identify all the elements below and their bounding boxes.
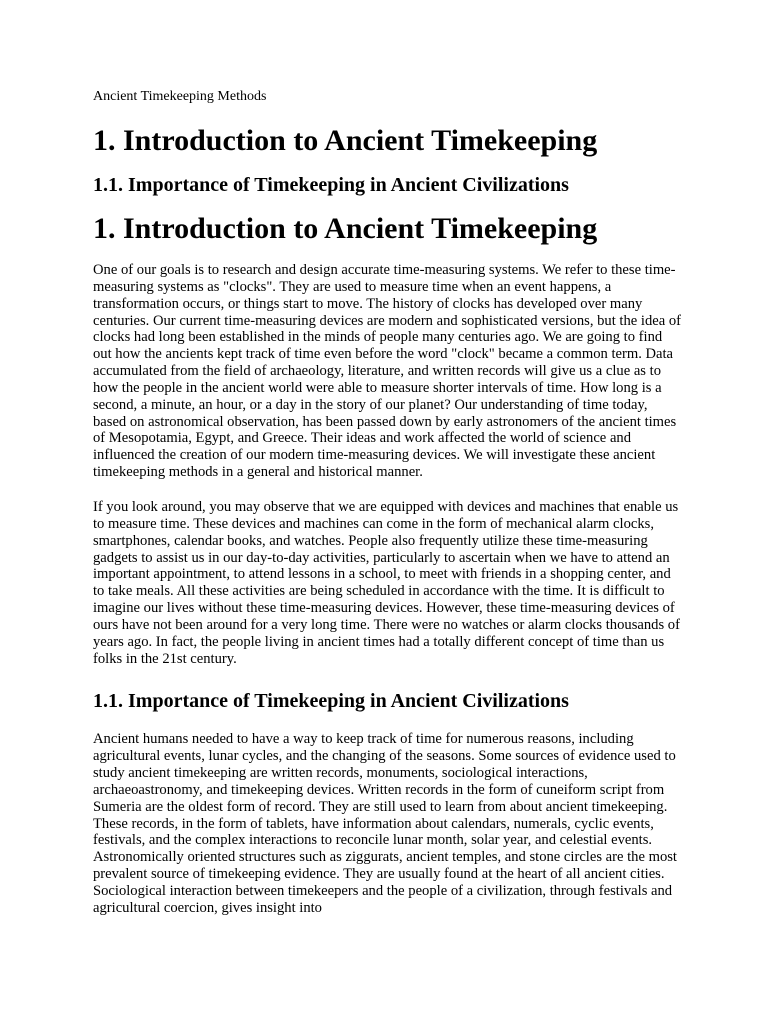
body-paragraph: One of our goals is to research and design accurate time-measuring systems. We refer to these time-measuring systems as "clocks". They are used to measure time when an event happens, a transformation occurs, or things start to move. The history of clocks has developed over many centuries. Our current time-measuring devices are modern and sophisticated versions, but the idea of clocks had long been established in the minds of people many centuries ago. We are going to find out how the ancients kept track of time even before the word "clock" became a common term. Data accumulated from the field of archaeology, literature, and written records will give us a clue as to how the people in the ancient world were able to measure shorter intervals of time. How long is a second, a minute, an hour, or a day in the story of our planet? Our understanding of time today, based on astronomical observation, has been passed down by early astronomers of the ancient times of Mesopotamia, Egypt, and Greece. Their ideas and work affected the world of science and influenced the creation of our modern time-measuring devices. We will investigate these ancient timekeeping methods in a general and historical manner. [93, 262, 682, 481]
body-paragraph: Ancient humans needed to have a way to keep track of time for numerous reasons, including agricultural events, lunar cycles, and the changing of the seasons. Some sources of evidence used to study ancient timekeeping are written records, monuments, sociological interactions, archaeoastronomy, and timekeeping devices. Written records in the form of cuneiform script from Sumeria are the oldest form of record. They are still used to learn from about ancient timekeeping. These records, in the form of tablets, have information about calendars, numerals, cyclic events, festivals, and the complex interactions to reconcile lunar month, solar year, and celestial events. Astronomically oriented structures such as ziggurats, ancient temples, and stone circles are the most prevalent source of timekeeping evidence. They are usually found at the heart of all ancient cities. Sociological interaction between timekeepers and the people of a civilization, through festivals and agricultural coercion, gives insight into [93, 731, 677, 916]
body-paragraph: If you look around, you may observe that we are equipped with devices and machines that enable us to measure time. These devices and machines can come in the form of mechanical alarm clocks, smartphones, calendar books, and watches. People also frequently utilize these time-measuring gadgets to assist us in our day-to-day activities, particularly to ascertain when we have to attend an important appointment, to attend lessons in a school, to meet with friends in a shopping center, and to take meals. All these activities are being scheduled in accordance with the time. It is difficult to imagine our lives without these time-measuring devices. However, these time-measuring devices of ours have not been around for a very long time. There were no watches or alarm clocks thousands of years ago. In fact, the people living in ancient times had a totally different concept of time than us folks in the 21st century. [93, 498, 680, 667]
document-label: Ancient Timekeeping Methods [93, 89, 267, 104]
document-page [93, 88, 683, 917]
subsection-heading: 1.1. Importance of Timekeeping in Ancient Civilizations [93, 174, 569, 196]
subsection-heading-repeat: 1.1. Importance of Timekeeping in Ancient Civilizations [93, 690, 569, 713]
section-heading: 1. Introduction to Ancient Timekeeping [93, 124, 598, 157]
section-heading-repeat: 1. Introduction to Ancient Timekeeping [93, 212, 598, 245]
